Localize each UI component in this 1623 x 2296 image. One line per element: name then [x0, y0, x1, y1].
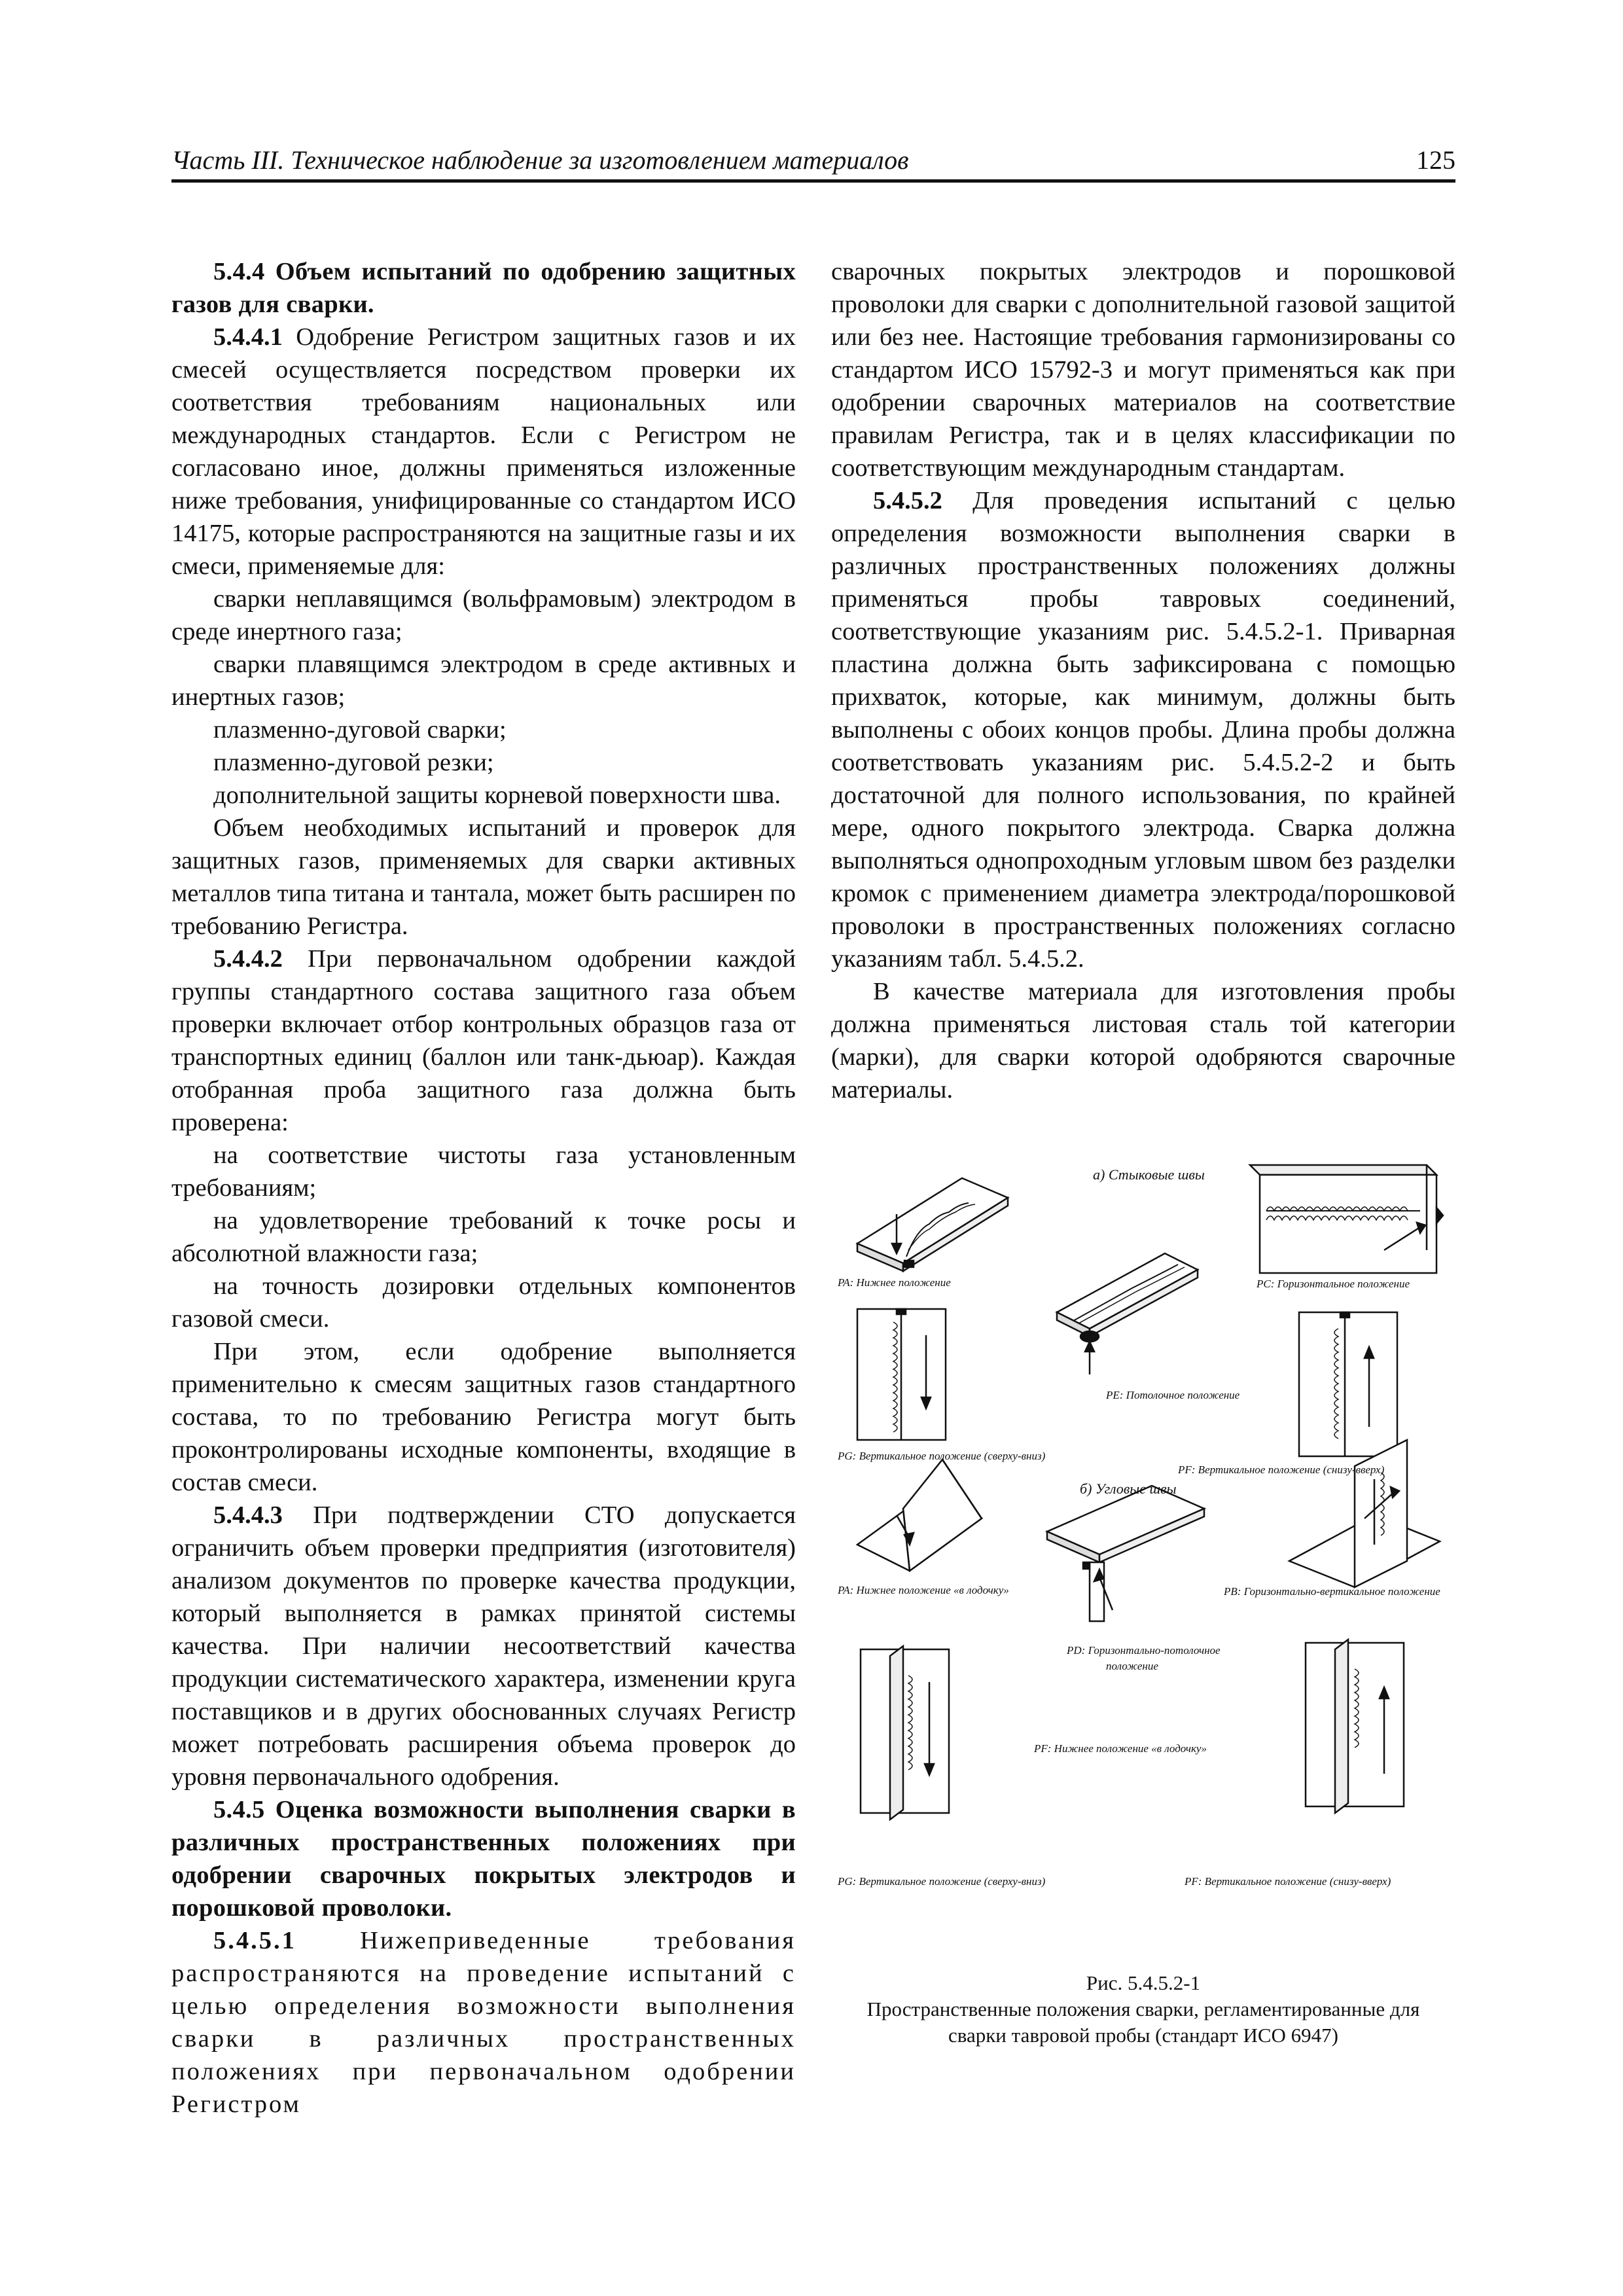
paragraph-text: При первоначальном одобрении каждой группы стандартного состава защитного газа объем проверки включает отбор контрольных образцов газа от транспортных единиц (баллон или танк-дьюар). Каждая отобранная проба защитного газа должна быть проверена: — [171, 945, 796, 1136]
paragraph-number: 5.4.4.1 — [213, 323, 283, 351]
pg-butt-plate-drawing — [857, 1309, 946, 1440]
pb-fillet-drawing — [1289, 1440, 1440, 1587]
label-pg-butt: PG: Вертикальное положение (сверху-вниз) — [838, 1450, 1046, 1462]
pc-butt-plate-drawing — [1250, 1165, 1443, 1273]
list-item: плазменно-дуговой резки; — [213, 749, 494, 776]
paragraph-text: Нижеприведенные требования распространяются на проведение испытаний с целью определения возможности выполнения сварки в различных пространственных положениях при первоначальном одобрении Регистром — [171, 1927, 796, 2118]
paragraph-5-4-4-3 — [171, 1499, 796, 1793]
label-pd-fillet: PD: Горизонтально-потолочное — [1067, 1644, 1221, 1657]
pg-fillet-drawing — [861, 1646, 949, 1820]
list-item: сварки плавящимся электродом в среде активных и инертных газов; — [171, 651, 796, 711]
right-column — [831, 255, 1455, 1106]
header-title: Часть III. Техническое наблюдение за изготовлением материалов — [171, 145, 909, 175]
paragraph-5-4-5-2 — [831, 484, 1455, 975]
list-item: на точность дозировки отдельных компонентов газовой смеси. — [171, 1272, 796, 1333]
paragraph: При этом, если одобрение выполняется применительно к смесям защитных газов стандартного состава, то по требованию Регистра могут быть проконтролированы исходные компоненты, входящие в состав смеси. — [171, 1338, 796, 1496]
paragraph: Объем необходимых испытаний и проверок для защитных газов, применяемых для сварки активных металлов типа титана и тантала, может быть расширен по требованию Регистра. — [171, 814, 796, 940]
running-header — [171, 143, 1455, 183]
paragraph-number: 5.4.4.2 — [213, 945, 283, 973]
welding-positions-drawing — [831, 1152, 1455, 1905]
label-pf-fillet: PF: Вертикальное положение (снизу-вверх) — [1185, 1875, 1391, 1888]
figure-section-b: б) Угловые швы — [1080, 1480, 1177, 1497]
paragraph-5-4-5-1 — [171, 1924, 796, 2121]
pd-fillet-drawing — [1047, 1486, 1204, 1621]
paragraph-number: 5.4.4.3 — [213, 1501, 283, 1529]
pf-butt-plate-drawing — [1299, 1312, 1397, 1456]
label-pb-fillet: PB: Горизонтально-вертикальное положение — [1224, 1585, 1440, 1598]
paragraph: В качестве материала для изготовления пробы должна применяться листовая сталь той категории (марки), для сварки которой одобряются сварочные материалы. — [831, 978, 1455, 1103]
label-pa-butt: PA: Нижнее положение — [838, 1276, 951, 1289]
figure-caption-line2: сварки тавровой пробы (стандарт ИСО 6947) — [948, 2024, 1338, 2047]
left-column — [171, 255, 796, 2121]
pf-fillet-drawing — [1306, 1640, 1404, 1813]
figure-caption-line1: Пространственные положения сварки, регламентированные для — [866, 1998, 1420, 2020]
label-pc-butt: PC: Горизонтальное положение — [1257, 1278, 1410, 1290]
label-pe-butt: PE: Потолочное положение — [1106, 1389, 1240, 1401]
section-5-4-5-title: 5.4.5 Оценка возможности выполнения сварки в различных пространственных положениях при одобрении сварочных покрытых электродов и порошковой проволоки. — [171, 1796, 796, 1922]
list-item: дополнительной защиты корневой поверхности шва. — [213, 781, 781, 809]
paragraph-number: 5.4.5.1 — [213, 1927, 296, 1954]
figure-section-a: а) Стыковые швы — [1093, 1166, 1205, 1183]
label-pd-fillet-line2: положение — [1106, 1660, 1158, 1672]
list-item: плазменно-дуговой сварки; — [213, 716, 507, 744]
label-pf-fillet-mid: PF: Нижнее положение «в лодочку» — [1034, 1742, 1207, 1755]
list-item: на соответствие чистоты газа установленным требованиям; — [171, 1141, 796, 1202]
list-item: сварки неплавящимся (вольфрамовым) электродом в среде инертного газа; — [171, 585, 796, 645]
paragraph-continued: сварочных покрытых электродов и порошковой проволоки для сварки с дополнительной газовой защитой или без нее. Настоящие требования гармонизированы со стандартом ИСО 15792-3 и могут применяться как при одобрении сварочных материалов на соответствие правилам Регистра, так и в целях классификации по соответствующим международным стандартам. — [831, 258, 1455, 482]
pe-butt-plate-drawing — [1057, 1253, 1198, 1374]
paragraph-text: Для проведения испытаний с целью определения возможности выполнения сварки в различных пространственных положениях должны применяться пробы тавровых соединений, соответствующие указаниям рис. 5.4.5.2-1. Приварная пластина должна быть зафиксирована с помощью прихваток, которые, как минимум, должны быть выполнены с обоих концов пробы. Длина пробы должна соответствовать указаниям рис. 5.4.5.2-2 и быть достаточной для полного использования, по крайней мере, одного покрытого электрода. Сварка должна выполняться однопроходным угловым швом без разделки кромок с применением диаметра электрода/порошковой проволоки в пространственных положениях согласно указаниям табл. 5.4.5.2. — [831, 487, 1455, 973]
label-pf-butt: PF: Вертикальное положение (снизу-вверх) — [1178, 1463, 1385, 1476]
label-pa-fillet: PA: Нижнее положение «в лодочку» — [838, 1584, 1009, 1596]
paragraph-5-4-4-1 — [171, 321, 796, 583]
page-number: 125 — [1416, 145, 1455, 175]
paragraph-number: 5.4.5.2 — [873, 487, 942, 514]
paragraph-text: Одобрение Регистром защитных газов и их смесей осуществляется посредством проверки их соответствия требованиям национальных или международных стандартов. Если с Регистром не согласовано иное, должны применяться изложенные ниже требования, унифицированные со стандартом ИСО 14175, которые распространяются на защитные газы и их смеси, применяемые для: — [171, 323, 796, 580]
pa-butt-plate-drawing — [857, 1178, 1008, 1271]
figure-number: Рис. 5.4.5.2-1 — [1086, 1971, 1201, 1994]
list-item: на удовлетворение требований к точке росы и абсолютной влажности газа; — [171, 1207, 796, 1267]
paragraph-5-4-4-2 — [171, 942, 796, 1139]
section-5-4-4-title: 5.4.4 Объем испытаний по одобрению защитных газов для сварки. — [171, 258, 796, 318]
welding-positions-figure — [831, 1152, 1455, 1905]
label-pg-fillet: PG: Вертикальное положение (сверху-вниз) — [838, 1875, 1046, 1888]
paragraph-text: При подтверждении СТО допускается ограничить объем проверки предприятия (изготовителя) анализом документов по проверке качества продукции, который выполняется в рамках принятой системы качества. При наличии несоответствий качества продукции систематического характера, изменении круга поставщиков и в других обоснованных случаях Регистр может потребовать расширения объема проверок до уровня первоначального одобрения. — [171, 1501, 796, 1791]
figure-caption — [831, 1970, 1455, 2049]
pa-fillet-drawing — [857, 1460, 982, 1571]
